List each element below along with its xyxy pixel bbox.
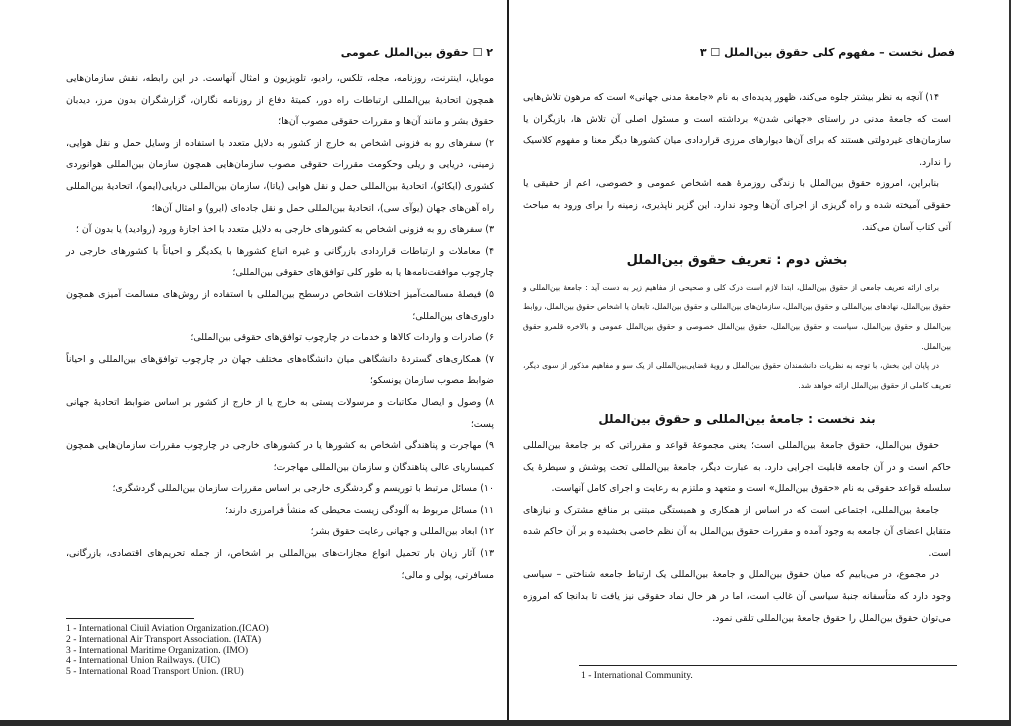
footnote: 2 - International Air Transport Association. (IATA)	[66, 633, 262, 645]
footnote: 5 - International Road Transport Union. (IRU)	[66, 666, 244, 678]
list-item: ۳) سفرهای رو به فزونی اشخاص به کشورهای خارجی به دلایل متعدد با اخذ اجازهٔ ورود (روادید) یا بدون آن ؛	[75, 224, 494, 236]
footnote: 1 - International Ciuil Aviation Organization.(ICAO)	[66, 623, 269, 634]
list-item: ۱۳) آثار زیان بار تحمیل انواع مجازات‌های بین‌المللی بر اشخاص، از جمله تحریم‌های اقتصادی، بازرگانی، مسافرتی، پولی و مالی؛	[66, 548, 494, 581]
list-item: ۱۲) ابعاد بین‌المللی و جهانی رعایت حقوق بشر؛	[310, 526, 494, 538]
list-item: ۸) وصول و ایصال مکاتبات و مرسولات پستی به خارج یا از خارج از کشور بر اساس ضوابط اتحادیهٔ جهانی پست؛	[66, 396, 494, 430]
subsection-heading: بند نخست : جامعهٔ بین‌المللی و حقوق بین‌الملل	[598, 412, 876, 427]
list-item: ۲) سفرهای رو به فزونی اشخاص به خارج از کشور به دلایل متعدد با استفاده از وسایل حمل و نقل هوایی، زمینی، دریایی و ریلی وحکومت مقررات حقوقی مصوب سازمان‌هایی همچون سازمان بین‌المللی هوانوردی کشوری (ایکائو)، اتحادیهٔ بین‌المللی حمل و نقل هوایی (یاتا)، سازمان بین‌المللی دریایی(ایمو)، اتحادیهٔ بین‌المللی راه آهن‌های جهان (یوآی سی)، اتحادیهٔ بین‌المللی حمل و نقل جاده‌ای (ایرو) و امثال آن‌ها؛	[66, 137, 494, 214]
left-footnotes	[66, 624, 486, 678]
paragraph: جامعهٔ بین‌المللی، اجتماعی است که در اساس از همکاری و همبستگی مبتنی بر منافع مشترک و نیازهای متقابل اعضای آن جامعه به وجود آمده و مقررات حقوق بین‌الملل به آن نظم خاصی بخشیده و بر آن حاکم شده است.	[523, 504, 951, 559]
list-item: موبایل، اینترنت، روزنامه، مجله، تلکس، رادیو، تلویزیون و امثال آنهاست. در این رابطه، نقش سازمان‌هایی همچون اتحادیهٔ بین‌المللی ارتباطات راه دور، کمیتهٔ دفاع از روزنامه نگاران، گزارشگران بدون مرز، دیدبان حقوق بشر و مانند آن‌ها و مقررات حقوقی مصوب آن‌ها؛	[66, 73, 494, 128]
footnote: 1 - International Community.	[581, 670, 693, 681]
right-running-head: فصل نخست – مفهوم کلی حقوق بین‌الملل ☐ ۳	[699, 46, 955, 59]
paragraph: برای ارائه تعریف جامعی از حقوق بین‌الملل، ابتدا لازم است درک کلی و صحیحی از مفاهیم زیر به دست آید : جامعهٔ بین‌المللی و حقوق بین‌الملل، نهادهای بین‌المللی و حقوق بین‌الملل، سازمان‌های بین‌المللی و حقوق بین‌الملل، تابعان یا اشخاص حقوق بین‌الملل، روابط بین‌الملل و حقوق بین‌الملل، سیاست و حقوق بین‌الملل، حقوق بین‌الملل خصوصی و حقوق بین‌الملل عمومی و بالاخره قلمرو حقوق بین‌الملل.	[523, 282, 951, 351]
footnote-separator	[579, 665, 957, 666]
paragraph: در مجموع، در می‌یابیم که میان حقوق بین‌الملل و جامعهٔ بین‌المللی یک ارتباط جامعه شناختی – سیاسی وجود دارد که متأسفانه جنبهٔ سیاسی آن غالب است، اما در هر حال نماد حقوقی نیز یافت تا بدانجا که امروزه می‌توان حقوق بین‌الملل را حقوق جامعهٔ بین‌المللی تلقی نمود.	[523, 569, 951, 624]
list-item: ۴) معاملات و ارتباطات قراردادی بازرگانی و غیره اتباع کشورها با یکدیگر و احیاناً با کشورهای خارجی در چارچوب موافقت‌نامه‌ها یا به طور کلی توافق‌های حقوقی بین‌المللی؛	[66, 245, 494, 279]
paragraph: حقوق بین‌الملل، حقوق جامعهٔ بین‌المللی است؛ یعنی مجموعهٔ قواعد و مقرراتی که بر جامعهٔ بین‌المللی حاکم است و در آن جامعه قابلیت اجرایی دارد. به عبارت دیگر، جامعهٔ بین‌المللی تحت پوشش و سیطرهٔ یک سلسله قواعد حقوقی به نام «حقوق بین‌الملل» است و متعهد و ملتزم به رعایت و اجرای کامل آنهاست.	[523, 439, 951, 495]
footnote: 3 - International Maritime Organization. (IMO)	[66, 644, 249, 656]
paragraph: ۱۴) آنچه به نظر بیشتر جلوه می‌کند، ظهور پدیده‌ای به نام «جامعهٔ مدنی جهانی» است که مرهون تلاش‌هایی است که جامعهٔ مدنی در راستای «جهانی شدن» برداشته است و مسئول اصلی آن تلاش ها، بازیگران یا سازمان‌های غیردولتی هستند که برای آن‌ها دیوارهای مرزی قراردادی میان کشورها دیگر معنا و مفهوم کلاسیک را ندارد.	[523, 92, 951, 168]
list-item: ۱۱) مسائل مربوط به آلودگی زیست محیطی که منشأ فرامرزی دارند؛	[224, 504, 494, 516]
section-heading: بخش دوم : تعریف حقوق بین‌الملل	[626, 253, 848, 269]
list-item: ۱۰) مسائل مرتبط با توریسم و گردشگری خارجی بر اساس مقررات سازمان بین‌المللی گردشگری؛	[112, 483, 494, 495]
footnote-separator	[66, 618, 194, 619]
left-list	[66, 68, 494, 586]
right-page	[509, 0, 1011, 726]
paragraph: بنابراین، امروزه حقوق بین‌الملل با زندگی روزمرهٔ همه اشخاص عمومی و خصوصی، اعم از حقیقی یا حقوقی آمیخته شده و راه گریزی از اجرای آن‌ها وجود ندارد. این گزیر ناپذیری، زمینه را برای ورود به مباحث آتی کتاب آسان می‌کند.	[523, 178, 951, 233]
list-item: ۶) صادرات و واردات کالاها و خدمات در چارچوب توافق‌های حقوقی بین‌المللی؛	[190, 332, 494, 344]
list-item: ۵) فیصلهٔ مسالمت‌آمیز اختلافات اشخاص درسطح بین‌المللی با استفاده از روش‌های مسالمت آمیزی همچون داوری‌های بین‌المللی؛	[66, 288, 494, 322]
footnote: 4 - International Union Railways. (UIC)	[66, 655, 220, 667]
right-text	[523, 87, 951, 629]
right-footnotes	[581, 671, 961, 682]
left-running-head: ۲ ☐ حقوق بین‌الملل عمومی	[340, 46, 493, 59]
list-item: ۹) مهاجرت و پناهندگی اشخاص به کشورها یا در کشورهای خارجی در چارچوب مقررات سازمان‌هایی همچون کمیساریای عالی پناهندگان و سازمان بین‌المللی مهاجرت؛	[66, 440, 494, 473]
scan-bottom-edge	[0, 720, 1011, 726]
paragraph: در پایان این بخش، با توجه به نظریات دانشمندان حقوق بین‌الملل و رویهٔ قضایی‌بین‌المللی از یک سو و مفاهیم مذکور از سوی دیگر، تعریف کاملی از حقوق بین‌الملل ارائه خواهد شد.	[523, 361, 951, 390]
list-item: ۷) همکاری‌های گستردهٔ دانشگاهی میان دانشگاه‌های مختلف جهان در چارچوب توافق‌های بین‌المللی و احیاناً ضوابط مصوب سازمان یونسکو؛	[66, 353, 494, 387]
